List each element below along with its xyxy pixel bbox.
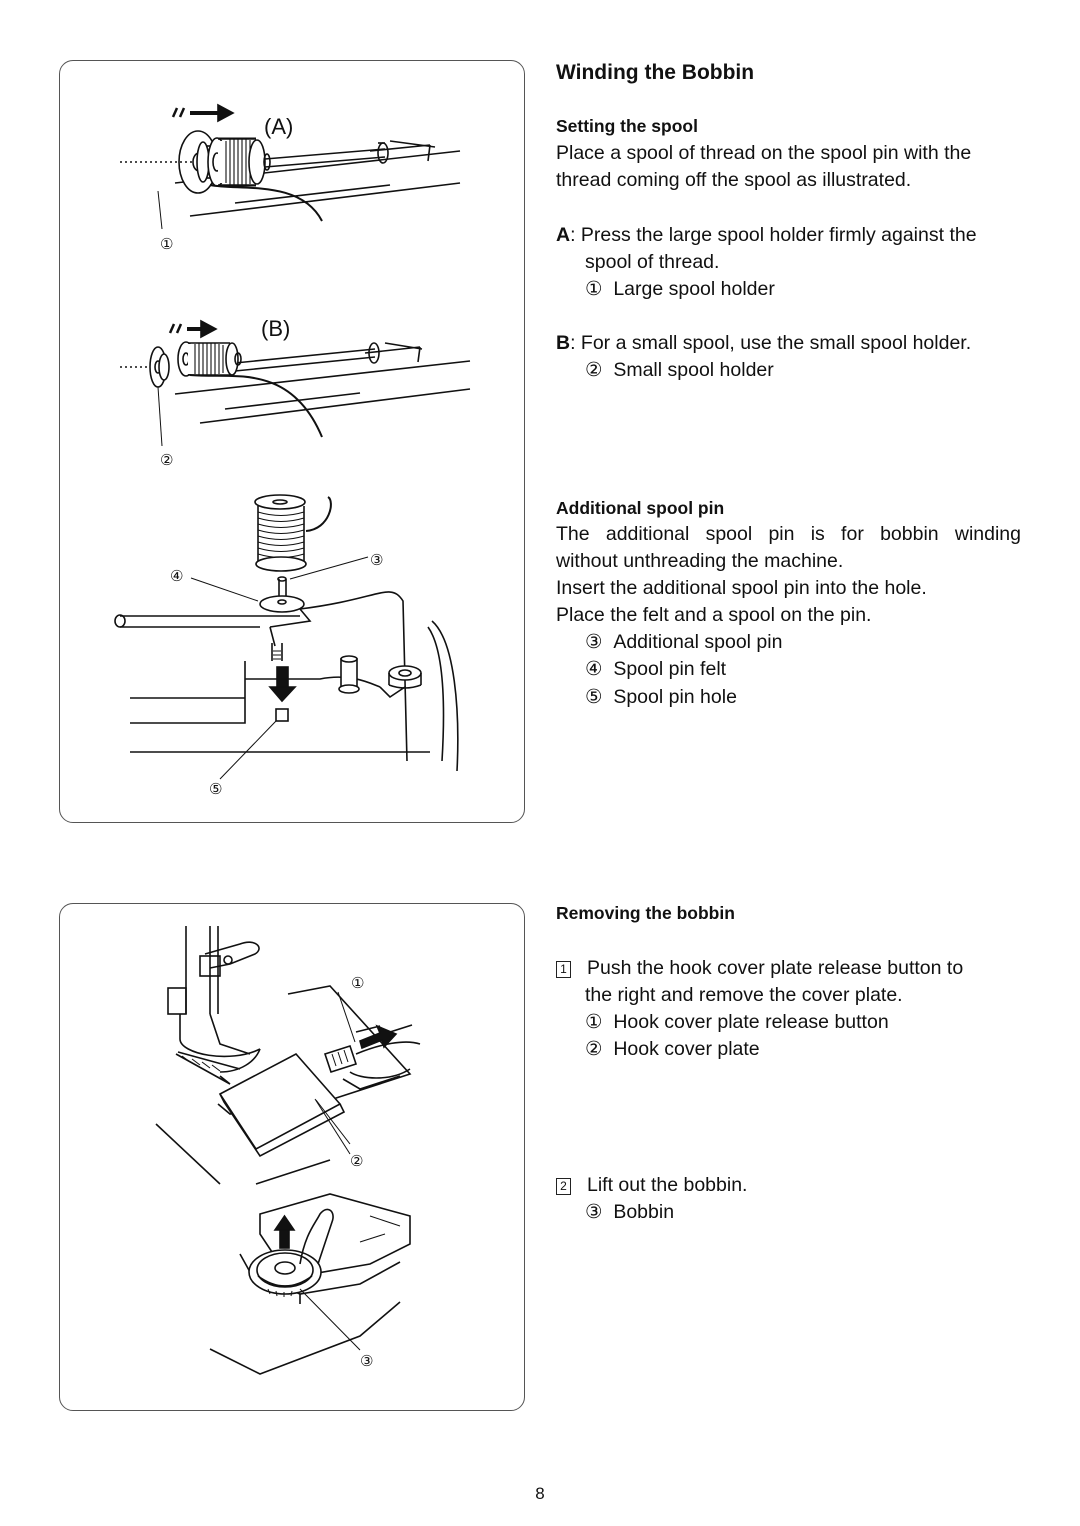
release-button-label: Hook cover plate release button	[613, 1011, 889, 1033]
removing-step2-line1	[556, 1172, 747, 1200]
callout-2-bobbin: ②	[350, 1152, 364, 1170]
small-spool-holder-num: ②	[585, 359, 603, 381]
setting-spool-para-line2: thread coming off the spool as illustrated.	[556, 169, 912, 191]
bobbin-illustration	[60, 904, 526, 1412]
additional-pin-item-3	[585, 629, 782, 657]
bobbin-label: Bobbin	[613, 1201, 675, 1223]
step-b-text: : For a small spool, use the small spool holder.	[570, 332, 972, 354]
setting-spool-heading: Setting the spool	[556, 116, 698, 136]
removing-step2-text: Lift out the bobbin.	[587, 1174, 748, 1196]
step-a-marker: A	[556, 224, 571, 246]
step-b-item	[585, 357, 774, 385]
spool-illustration	[60, 61, 526, 824]
callout-4: ④	[170, 567, 184, 585]
callout-1-a: ①	[160, 235, 174, 253]
release-button-num: ①	[585, 1011, 603, 1033]
spool-illustration-panel	[59, 60, 525, 823]
bobbin-num: ③	[585, 1201, 603, 1223]
spool-pin-felt-num: ④	[585, 658, 603, 680]
callout-3: ③	[370, 551, 384, 569]
callout-1-bobbin: ①	[351, 974, 365, 992]
additional-pin-line2: without unthreading the machine.	[556, 550, 844, 572]
additional-pin-heading: Additional spool pin	[556, 498, 725, 518]
cover-plate-num: ②	[585, 1038, 603, 1060]
cover-plate-label: Hook cover plate	[613, 1038, 760, 1060]
removing-step1-text: Push the hook cover plate release button to	[587, 957, 964, 979]
step-a-item	[585, 276, 775, 304]
bobbin-illustration-panel	[59, 903, 525, 1411]
removing-step1-line1	[556, 955, 963, 983]
bobbin-item	[585, 1199, 674, 1227]
step-a-line2: spool of thread.	[585, 251, 720, 273]
additional-pin-item-num: ③	[585, 631, 603, 653]
cover-plate-item	[585, 1036, 760, 1064]
removing-step1-line2: the right and remove the cover plate.	[585, 984, 903, 1006]
callout-5: ⑤	[209, 780, 223, 798]
additional-pin-item-4	[585, 656, 726, 684]
release-button-item	[585, 1009, 889, 1037]
removing-heading: Removing the bobbin	[556, 903, 735, 923]
page-number: 8	[535, 1484, 545, 1503]
additional-pin-line1: The additional spool pin is for bobbin winding	[556, 523, 1021, 545]
step-a-text: : Press the large spool holder firmly against the	[570, 224, 977, 246]
step-1-box: 1	[556, 961, 571, 978]
step-b-line1	[556, 330, 971, 358]
additional-pin-item-label: Additional spool pin	[613, 631, 783, 653]
additional-pin-line4: Place the felt and a spool on the pin.	[556, 604, 872, 626]
additional-pin-item-5	[585, 684, 737, 712]
step-2-box: 2	[556, 1178, 571, 1195]
spool-pin-felt-label: Spool pin felt	[613, 658, 727, 680]
large-spool-holder-num: ①	[585, 278, 603, 300]
small-spool-holder-label: Small spool holder	[613, 359, 774, 381]
figure-label-b: (B)	[261, 316, 291, 341]
large-spool-holder-label: Large spool holder	[613, 278, 775, 300]
spool-pin-hole-label: Spool pin hole	[613, 686, 737, 708]
callout-3-bobbin: ③	[360, 1352, 374, 1370]
page-title: Winding the Bobbin	[556, 61, 755, 84]
setting-spool-para-line1: Place a spool of thread on the spool pin with the	[556, 142, 972, 164]
step-b-marker: B	[556, 332, 571, 354]
additional-pin-line3: Insert the additional spool pin into the hole.	[556, 577, 927, 599]
callout-2-b: ②	[160, 451, 174, 469]
step-a-line1	[556, 222, 977, 250]
spool-pin-hole-num: ⑤	[585, 686, 603, 708]
figure-label-a: (A)	[264, 114, 294, 139]
